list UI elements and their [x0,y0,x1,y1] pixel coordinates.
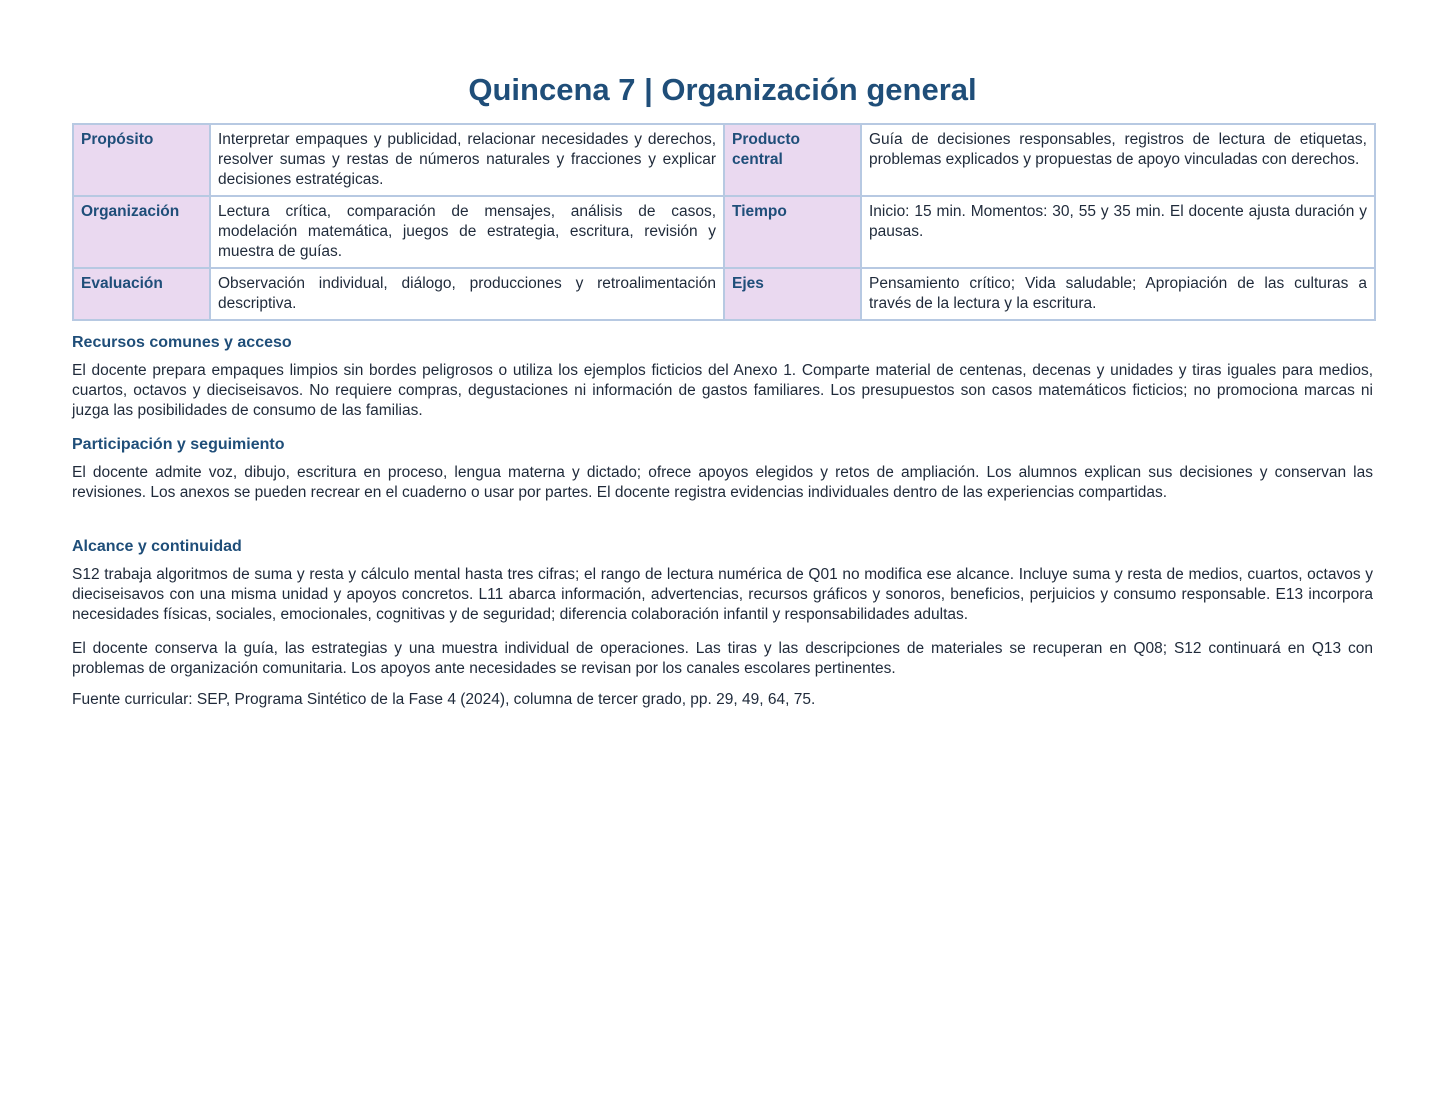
label-ejes: Ejes [724,268,861,320]
section-heading: Recursos comunes y acceso [72,334,292,351]
page-title: Quincena 7 | Organización general [468,72,977,107]
label-tiempo: Tiempo [724,196,861,268]
source-note: Fuente curricular: SEP, Programa Sintético de la Fase 4 (2024), columna de tercer grado, pp. 29, 49, 64, 75. [72,691,816,708]
label-producto-central: Producto central [724,124,861,196]
section-paragraph: S12 trabaja algoritmos de suma y resta y cálculo mental hasta tres cifras; el rango de lectura numérica de Q01 no modifica ese alcance. Incluye suma y resta de medios, cuartos, octavos y dieciseisavos con una misma unidad y apoyos concretos. L11 abarca información, advertencias, recursos gráficos y sonoros, beneficios, perjuicios y consumo responsable. E13 incorpora necesidades físicas, sociales, emocionales, cognitivas y de seguridad; diferencia colaboración infantil y responsabilidades adultas. [72,566,1373,623]
label-evaluacion: Evaluación [73,268,210,320]
section-paragraph: El docente conserva la guía, las estrategias y una muestra individual de operaciones. Las tiras y las descripciones de materiales se recuperan en Q08; S12 continuará en Q13 con problemas de organización comunitaria. Los apoyos ante necesidades se revisan por los canales escolares pertinentes. [72,640,1373,677]
section-recursos [72,333,1373,421]
table-row [73,268,1375,320]
section-paragraph: El docente prepara empaques limpios sin bordes peligrosos o utiliza los ejemplos ficticios del Anexo 1. Comparte material de centenas, decenas y unidades y tiras iguales para medios, cuartos, octavos y dieciseisavos. No requiere compras, degustaciones ni información de gastos familiares. Los presupuestos son casos matemáticos ficticios; no promociona marcas ni juzga las posibilidades de consumo de las familias. [72,362,1373,419]
section-participacion [72,435,1373,503]
section-alcance [72,537,1373,710]
label-organizacion: Organización [73,196,210,268]
value-tiempo: Inicio: 15 min. Momentos: 30, 55 y 35 min. El docente ajusta duración y pausas. [861,196,1375,268]
value-evaluacion: Observación individual, diálogo, producciones y retroalimentación descriptiva. [210,268,724,320]
value-ejes: Pensamiento crítico; Vida saludable; Apropiación de las culturas a través de la lectura y la escritura. [861,268,1375,320]
organization-table [72,123,1376,321]
table-row [73,124,1375,196]
section-heading: Alcance y continuidad [72,538,242,555]
value-producto-central: Guía de decisiones responsables, registros de lectura de etiquetas, problemas explicados y propuestas de apoyo vinculadas con derechos. [861,124,1375,196]
value-organizacion: Lectura crítica, comparación de mensajes, análisis de casos, modelación matemática, juegos de estrategia, escritura, revisión y muestra de guías. [210,196,724,268]
table-row [73,196,1375,268]
value-proposito: Interpretar empaques y publicidad, relacionar necesidades y derechos, resolver sumas y restas de números naturales y fracciones y explicar decisiones estratégicas. [210,124,724,196]
section-heading: Participación y seguimiento [72,436,285,453]
section-paragraph: El docente admite voz, dibujo, escritura en proceso, lengua materna y dictado; ofrece apoyos elegidos y retos de ampliación. Los alumnos explican sus decisiones y conservan las revisiones. Los anexos se pueden recrear en el cuaderno o usar por partes. El docente registra evidencias individuales dentro de las experiencias compartidas. [72,464,1373,501]
label-proposito: Propósito [73,124,210,196]
